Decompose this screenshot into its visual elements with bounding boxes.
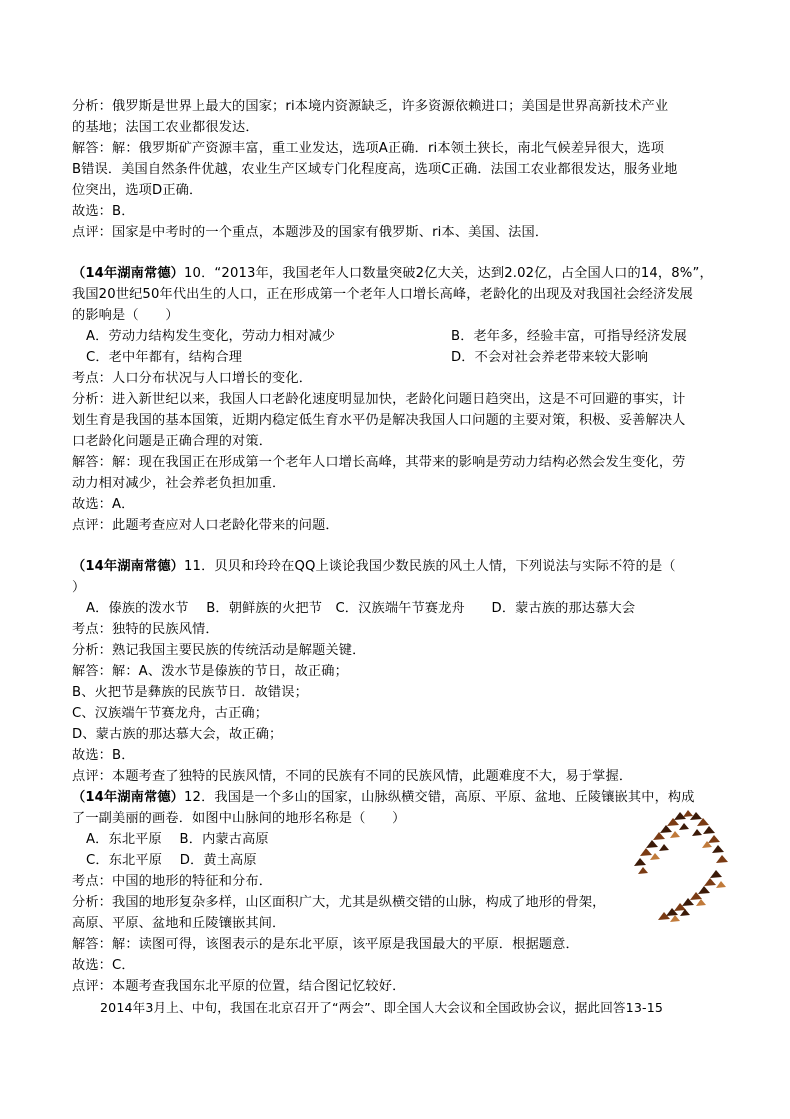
- q12-analysis-line-2: 高原、平原、盆地和丘陵镶嵌其间．: [72, 916, 286, 931]
- q9-answer-line-2: B错误．美国自然条件优越，农业生产区域专门化程度高，选项C正确．法国工农业都很发达，服务业地: [72, 162, 678, 177]
- q11-stem-line-1: [72, 556, 676, 577]
- q9-answer-line-3: 位突出，选项D正确．: [72, 183, 203, 198]
- mountain-ranges-upper: [634, 810, 728, 874]
- q12-stem-line-2: 了一副美丽的画卷．如图中山脉间的地形名称是（ ）: [72, 811, 406, 826]
- q9-answer-line-1: 解答：解：俄罗斯矿产资源丰富，重工业发达，选项A正确．ri本领土狭长，南北气候差异很大，选项: [72, 141, 665, 156]
- q11-source-tag: （14年湖南常德）: [72, 559, 185, 574]
- mountain-range-map: [632, 808, 728, 926]
- q9-analysis-line-1: 分析：俄罗斯是世界上最大的国家；ri本境内资源缺乏，许多资源依赖进口；美国是世界高新技术产业: [72, 99, 669, 114]
- q11-stem-text: 11．贝贝和玲玲在QQ上谈论我国少数民族的风土人情，下列说法与实际不符的是（: [184, 559, 676, 574]
- mountain-ranges-lower: [658, 870, 726, 922]
- q10-options-row-1: [86, 326, 687, 347]
- q11-analysis: 分析：熟记我国主要民族的传统活动是解题关键．: [72, 643, 366, 658]
- q13-15-intro: 2014年3月上、中旬，我国在北京召开了“两会”、即全国人大会议和全国政协会议，据此回答13-15: [100, 1000, 664, 1015]
- q11-options: A．傣族的泼水节 B．朝鲜族的火把节 C．汉族端午节赛龙舟 D．蒙古族的那达慕大会: [86, 601, 636, 616]
- q12-comment: 点评：本题考查我国东北平原的位置，结合图记忆较好．: [72, 979, 406, 994]
- q11-answer-line-3: C、汉族端午节赛龙舟，古正确；: [72, 706, 269, 721]
- q10-answer-line-2: 动力相对减少，社会养老负担加重．: [72, 476, 286, 491]
- q11-choice: 故选：B．: [72, 748, 135, 763]
- q9-analysis-line-2: 的基地；法国工农业都很发达．: [72, 120, 259, 135]
- q10-key-point: 考点：人口分布状况与人口增长的变化．: [72, 371, 313, 386]
- q10-option-d: D．不会对社会养老带来较大影响: [451, 350, 649, 365]
- q11-answer-line-2: B、火把节是彝族的民族节日．故错误；: [72, 685, 308, 700]
- q12-stem-text: 12．我国是一个多山的国家，山脉纵横交错，高原、平原、盆地、丘陵镶嵌其中，构成: [184, 790, 695, 805]
- q10-source-tag: （14年湖南常德）: [72, 266, 185, 281]
- q9-comment: 点评：国家是中考时的一个重点，本题涉及的国家有俄罗斯、ri本、美国、法国．: [72, 225, 549, 240]
- q10-stem-line-1: [72, 263, 713, 284]
- q10-option-c: C．老中年都有，结构合理: [86, 350, 243, 365]
- q10-options-row-2: [86, 347, 649, 368]
- q10-stem-text: 10．“2013年，我国老年人口数量突破2亿大关，达到2.02亿，占全国人口的14，8%”，: [184, 266, 713, 281]
- q12-choice: 故选：C．: [72, 958, 135, 973]
- q10-option-a: A．劳动力结构发生变化，劳动力相对减少: [86, 329, 336, 344]
- q11-stem-line-2: ）: [72, 580, 86, 595]
- q10-stem-line-2: 我国20世纪50年代出生的人口，正在形成第一个老年人口增长高峰，老龄化的出现及对我国社会经济发展: [72, 287, 694, 302]
- q11-comment: 点评：本题考查了独特的民族风情，不同的民族有不同的民族风情，此题难度不大，易于掌握．: [72, 769, 633, 784]
- q12-analysis-line-1: 分析：我国的地形复杂多样，山区面积广大，尤其是纵横交错的山脉，构成了地形的骨架，: [72, 895, 606, 910]
- q10-analysis-line-2: 划生育是我国的基本国策，近期内稳定低生育水平仍是解决我国人口问题的主要对策，积极、妥善解决人: [72, 413, 686, 428]
- q11-key-point: 考点：独特的民族风情．: [72, 622, 219, 637]
- q10-comment: 点评：此题考查应对人口老龄化带来的问题．: [72, 518, 339, 533]
- q10-option-b: B．老年多，经验丰富，可指导经济发展: [451, 329, 687, 344]
- q12-options-row-2: C．东北平原 D．黄土高原: [86, 853, 257, 868]
- q10-stem-line-3: 的影响是（ ）: [72, 308, 179, 323]
- q11-answer-line-1: 解答：解：A、泼水节是傣族的节日，故正确；: [72, 664, 348, 679]
- q12-source-tag: （14年湖南常德）: [72, 790, 185, 805]
- q12-stem-line-1: [72, 787, 695, 808]
- q10-choice: 故选：A．: [72, 497, 135, 512]
- q11-answer-line-4: D、蒙古族的那达慕大会，故正确；: [72, 727, 283, 742]
- q12-answer: 解答：解：读图可得，该图表示的是东北平原，该平原是我国最大的平原．根据题意．: [72, 937, 579, 952]
- q10-analysis-line-3: 口老龄化问题是正确合理的对策．: [72, 434, 273, 449]
- q12-key-point: 考点：中国的地形的特征和分布．: [72, 874, 273, 889]
- q10-answer-line-1: 解答：解：现在我国正在形成第一个老年人口增长高峰，其带来的影响是劳动力结构必然会发生变化，劳: [72, 455, 686, 470]
- q9-choice: 故选：B．: [72, 204, 135, 219]
- q12-options-row-1: A．东北平原 B．内蒙古高原: [86, 832, 269, 847]
- q10-analysis-line-1: 分析：进入新世纪以来，我国人口老龄化速度明显加快，老龄化问题日趋突出，这是不可回避的事实，计: [72, 392, 686, 407]
